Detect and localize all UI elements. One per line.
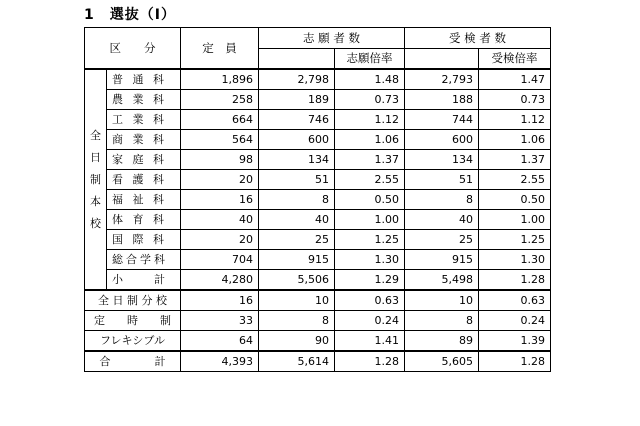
row-label: 家 庭 科 <box>107 150 181 170</box>
table-row <box>85 69 551 90</box>
cell-shigan-rate: 1.30 <box>335 250 405 270</box>
cell-teiin: 1,896 <box>181 69 259 90</box>
cell-shigan: 51 <box>259 170 335 190</box>
row-label: 全 日 制 分 校 <box>85 290 181 311</box>
table-row <box>85 130 551 150</box>
cell-shigan-rate: 0.63 <box>335 290 405 311</box>
table-row <box>85 250 551 270</box>
header-shigan-blank <box>259 49 335 70</box>
row-label: 工 業 科 <box>107 110 181 130</box>
total-row <box>85 351 551 372</box>
table-row <box>85 210 551 230</box>
header-juken: 受 検 者 数 <box>405 28 551 49</box>
cell-shigan-rate: 1.00 <box>335 210 405 230</box>
cell-shigan: 8 <box>259 311 335 331</box>
cell-teiin: 4,393 <box>181 351 259 372</box>
cell-shigan: 5,506 <box>259 270 335 291</box>
row-label: 看 護 科 <box>107 170 181 190</box>
cell-teiin: 704 <box>181 250 259 270</box>
cell-juken: 744 <box>405 110 479 130</box>
cell-shigan: 8 <box>259 190 335 210</box>
cell-teiin: 98 <box>181 150 259 170</box>
cell-juken-rate: 1.12 <box>479 110 551 130</box>
cell-juken-rate: 1.06 <box>479 130 551 150</box>
cell-juken-rate: 0.24 <box>479 311 551 331</box>
header-shigan: 志 願 者 数 <box>259 28 405 49</box>
row-label: 定 時 制 <box>85 311 181 331</box>
header-juken-rate: 受検倍率 <box>479 49 551 70</box>
cell-juken: 5,605 <box>405 351 479 372</box>
cell-shigan-rate: 1.25 <box>335 230 405 250</box>
cell-teiin: 564 <box>181 130 259 150</box>
cell-teiin: 16 <box>181 290 259 311</box>
table-row <box>85 170 551 190</box>
cell-shigan: 600 <box>259 130 335 150</box>
cell-juken: 40 <box>405 210 479 230</box>
header-shigan-rate: 志願倍率 <box>335 49 405 70</box>
side-label-char: 全 <box>90 128 101 142</box>
table-row <box>85 290 551 311</box>
row-label: 総合学科 <box>107 250 181 270</box>
row-label: フレキシブル <box>85 331 181 352</box>
cell-shigan: 90 <box>259 331 335 352</box>
section-title: 1 選抜（Ⅰ） <box>84 7 176 23</box>
cell-shigan: 25 <box>259 230 335 250</box>
cell-juken: 8 <box>405 311 479 331</box>
header-juken-blank <box>405 49 479 70</box>
cell-shigan: 915 <box>259 250 335 270</box>
cell-juken: 10 <box>405 290 479 311</box>
cell-juken-rate: 0.63 <box>479 290 551 311</box>
cell-juken: 2,793 <box>405 69 479 90</box>
cell-juken-rate: 1.25 <box>479 230 551 250</box>
cell-teiin: 4,280 <box>181 270 259 291</box>
cell-shigan: 134 <box>259 150 335 170</box>
row-label: 合 計 <box>85 351 181 372</box>
row-label: 福 祉 科 <box>107 190 181 210</box>
table-row <box>85 331 551 352</box>
cell-juken-rate: 2.55 <box>479 170 551 190</box>
cell-shigan: 10 <box>259 290 335 311</box>
row-label: 農 業 科 <box>107 90 181 110</box>
cell-juken: 188 <box>405 90 479 110</box>
cell-shigan: 746 <box>259 110 335 130</box>
cell-juken: 5,498 <box>405 270 479 291</box>
cell-juken-rate: 1.28 <box>479 351 551 372</box>
cell-shigan-rate: 1.41 <box>335 331 405 352</box>
header-teiin: 定 員 <box>181 28 259 70</box>
side-label-char: 制 <box>90 172 101 186</box>
cell-shigan: 5,614 <box>259 351 335 372</box>
cell-shigan-rate: 0.73 <box>335 90 405 110</box>
cell-juken-rate: 1.47 <box>479 69 551 90</box>
cell-shigan: 189 <box>259 90 335 110</box>
cell-juken-rate: 1.39 <box>479 331 551 352</box>
cell-juken: 25 <box>405 230 479 250</box>
row-label: 商 業 科 <box>107 130 181 150</box>
row-label: 小 計 <box>107 270 181 291</box>
cell-shigan-rate: 1.28 <box>335 351 405 372</box>
cell-juken-rate: 1.30 <box>479 250 551 270</box>
table-row <box>85 270 551 291</box>
cell-shigan: 2,798 <box>259 69 335 90</box>
side-label-zennichisei-honko <box>85 69 107 290</box>
side-label-char: 校 <box>90 216 101 230</box>
cell-teiin: 20 <box>181 170 259 190</box>
cell-teiin: 33 <box>181 311 259 331</box>
cell-juken-rate: 1.00 <box>479 210 551 230</box>
side-label-char: 日 <box>90 150 101 164</box>
cell-teiin: 16 <box>181 190 259 210</box>
header-kubun: 区 分 <box>85 28 181 70</box>
cell-teiin: 64 <box>181 331 259 352</box>
table-row <box>85 311 551 331</box>
cell-juken: 8 <box>405 190 479 210</box>
cell-juken: 134 <box>405 150 479 170</box>
cell-juken-rate: 1.37 <box>479 150 551 170</box>
cell-juken: 89 <box>405 331 479 352</box>
row-label: 体 育 科 <box>107 210 181 230</box>
cell-shigan-rate: 1.37 <box>335 150 405 170</box>
cell-teiin: 20 <box>181 230 259 250</box>
table-row <box>85 230 551 250</box>
cell-teiin: 258 <box>181 90 259 110</box>
cell-shigan-rate: 1.06 <box>335 130 405 150</box>
row-label: 国 際 科 <box>107 230 181 250</box>
cell-juken: 51 <box>405 170 479 190</box>
cell-shigan-rate: 0.24 <box>335 311 405 331</box>
cell-juken-rate: 0.73 <box>479 90 551 110</box>
cell-shigan-rate: 2.55 <box>335 170 405 190</box>
cell-shigan-rate: 1.29 <box>335 270 405 291</box>
cell-juken: 915 <box>405 250 479 270</box>
side-label-char: 本 <box>90 194 101 208</box>
table-row <box>85 190 551 210</box>
table-row <box>85 90 551 110</box>
cell-teiin: 664 <box>181 110 259 130</box>
cell-teiin: 40 <box>181 210 259 230</box>
row-label: 普 通 科 <box>107 69 181 90</box>
cell-shigan: 40 <box>259 210 335 230</box>
cell-juken-rate: 0.50 <box>479 190 551 210</box>
cell-shigan-rate: 1.12 <box>335 110 405 130</box>
table-row <box>85 110 551 130</box>
cell-juken-rate: 1.28 <box>479 270 551 291</box>
cell-shigan-rate: 1.48 <box>335 69 405 90</box>
selection-table <box>84 27 551 372</box>
cell-juken: 600 <box>405 130 479 150</box>
cell-shigan-rate: 0.50 <box>335 190 405 210</box>
table-row <box>85 150 551 170</box>
